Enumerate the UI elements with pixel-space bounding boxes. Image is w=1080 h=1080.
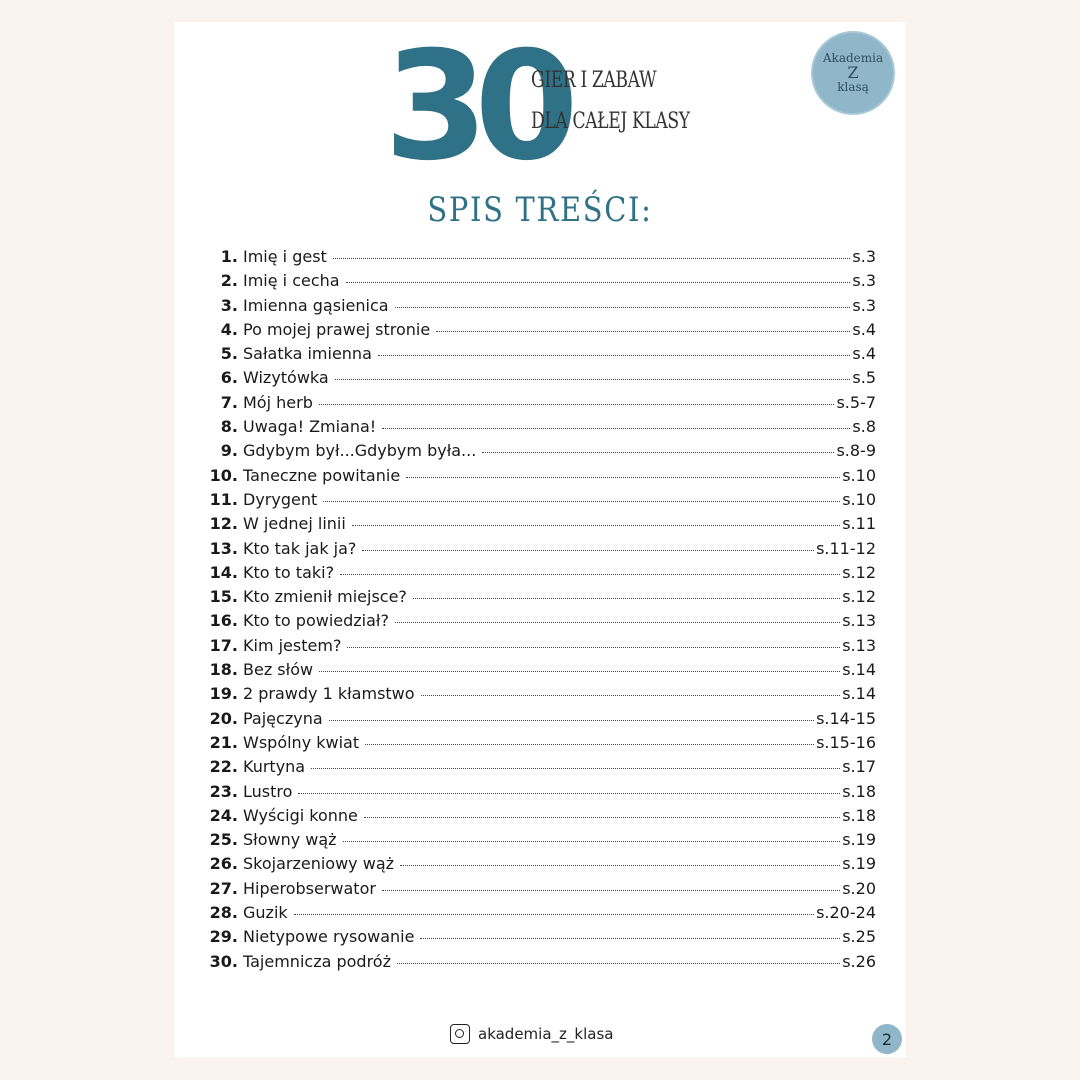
toc-row[interactable]: [204, 854, 876, 878]
toc-entry-title: Kto to taki?: [243, 562, 335, 582]
toc-page-ref: s.14-15: [816, 708, 876, 728]
toc-row[interactable]: [204, 344, 876, 368]
toc-page-ref: s.4: [852, 319, 876, 339]
toc-entry-title: Pajęczyna: [243, 708, 323, 728]
toc-number: 11.: [209, 489, 238, 509]
toc-leader-dots: [311, 768, 840, 769]
toc-number: 2.: [220, 271, 238, 291]
toc-row[interactable]: [204, 757, 876, 781]
toc-page-ref: s.11-12: [816, 538, 876, 558]
toc-leader-dots: [400, 865, 840, 866]
akademia-logo: [811, 31, 895, 115]
toc-leader-dots: [340, 574, 840, 575]
toc-leader-dots: [395, 307, 851, 308]
toc-page-ref: s.14: [842, 684, 876, 704]
toc-row[interactable]: [204, 247, 876, 271]
toc-entry-title: Imienna gąsienica: [243, 295, 389, 315]
toc-number: 19.: [209, 684, 238, 704]
toc-row[interactable]: [204, 879, 876, 903]
toc-leader-dots: [333, 258, 851, 259]
toc-row[interactable]: [204, 514, 876, 538]
toc-number: 3.: [220, 295, 238, 315]
toc-entry-title: Imię i cecha: [243, 271, 340, 291]
toc-leader-dots: [362, 550, 814, 551]
toc-leader-dots: [329, 720, 814, 721]
toc-entry-title: Dyrygent: [243, 489, 318, 509]
toc-page-ref: s.10: [842, 489, 876, 509]
document-page: [174, 22, 906, 1057]
toc-page-ref: s.14: [842, 660, 876, 680]
logo-line-3: klasą: [837, 80, 869, 94]
toc-page-ref: s.11: [842, 514, 876, 534]
toc-row[interactable]: [204, 636, 876, 660]
subtitle: [531, 60, 690, 142]
toc-page-ref: s.18: [842, 781, 876, 801]
toc-leader-dots: [323, 501, 840, 502]
toc-page-ref: s.12: [842, 587, 876, 607]
toc-row[interactable]: [204, 393, 876, 417]
toc-leader-dots: [319, 671, 840, 672]
toc-entry-title: Guzik: [243, 903, 288, 923]
toc-page-ref: s.3: [852, 295, 876, 315]
page-number-badge: 2: [872, 1024, 902, 1054]
toc-leader-dots: [335, 379, 851, 380]
toc-leader-dots: [365, 744, 814, 745]
toc-page-ref: s.8: [852, 417, 876, 437]
toc-row[interactable]: [204, 952, 876, 976]
toc-row[interactable]: [204, 660, 876, 684]
toc-row[interactable]: [204, 320, 876, 344]
toc-entry-title: Kto tak jak ja?: [243, 538, 357, 558]
toc-page-ref: s.8-9: [836, 441, 876, 461]
toc-row[interactable]: [204, 368, 876, 392]
toc-number: 15.: [209, 587, 238, 607]
toc-entry-title: Wizytówka: [243, 368, 329, 388]
toc-number: 14.: [209, 562, 238, 582]
subtitle-line-2: DLA CAŁEJ KLASY: [531, 109, 690, 134]
toc-number: 12.: [209, 514, 238, 534]
toc-page-ref: s.12: [842, 562, 876, 582]
toc-row[interactable]: [204, 733, 876, 757]
toc-leader-dots: [319, 404, 835, 405]
toc-row[interactable]: [204, 903, 876, 927]
toc-entry-title: Kto zmienił miejsce?: [243, 587, 407, 607]
logo-line-2: Z: [847, 63, 859, 82]
toc-row[interactable]: [204, 441, 876, 465]
toc-number: 24.: [209, 805, 238, 825]
instagram-handle[interactable]: akademia_z_klasa: [478, 1025, 614, 1043]
toc-page-ref: s.5-7: [836, 392, 876, 412]
toc-row[interactable]: [204, 563, 876, 587]
toc-leader-dots: [413, 598, 840, 599]
toc-page-ref: s.26: [842, 951, 876, 971]
toc-page-ref: s.13: [842, 635, 876, 655]
toc-leader-dots: [378, 355, 851, 356]
footer: [450, 1024, 613, 1044]
toc-row[interactable]: [204, 782, 876, 806]
toc-leader-dots: [420, 938, 840, 939]
toc-row[interactable]: [204, 466, 876, 490]
logo-line-1: Akademia: [822, 51, 884, 65]
toc-number: 6.: [220, 368, 238, 388]
toc-entry-title: Skojarzeniowy wąż: [243, 854, 395, 874]
toc-leader-dots: [347, 647, 840, 648]
toc-leader-dots: [352, 525, 840, 526]
table-of-contents: [204, 247, 876, 976]
toc-leader-dots: [482, 452, 834, 453]
toc-page-ref: s.19: [842, 830, 876, 850]
toc-number: 26.: [209, 854, 238, 874]
toc-number: 23.: [209, 781, 238, 801]
toc-entry-title: 2 prawdy 1 kłamstwo: [243, 684, 415, 704]
toc-row[interactable]: [204, 296, 876, 320]
toc-leader-dots: [421, 695, 841, 696]
toc-number: 29.: [209, 927, 238, 947]
toc-row[interactable]: [204, 611, 876, 635]
toc-row[interactable]: [204, 684, 876, 708]
toc-number: 5.: [220, 344, 238, 364]
toc-page-ref: s.15-16: [816, 732, 876, 752]
toc-entry-title: Kim jestem?: [243, 635, 342, 655]
toc-leader-dots: [397, 963, 840, 964]
toc-row[interactable]: [204, 417, 876, 441]
toc-entry-title: Bez słów: [243, 660, 314, 680]
toc-row[interactable]: [204, 927, 876, 951]
toc-number: 18.: [209, 660, 238, 680]
toc-entry-title: Wspólny kwiat: [243, 732, 360, 752]
toc-page-ref: s.17: [842, 757, 876, 777]
toc-number: 4.: [220, 319, 238, 339]
toc-page-ref: s.18: [842, 805, 876, 825]
toc-number: 7.: [220, 392, 238, 412]
toc-number: 27.: [209, 878, 238, 898]
toc-entry-title: W jednej linii: [243, 514, 346, 534]
toc-entry-title: Tajemnicza podróż: [243, 951, 391, 971]
subtitle-line-1: GIER I ZABAW: [531, 68, 657, 93]
toc-leader-dots: [406, 477, 840, 478]
toc-leader-dots: [298, 793, 840, 794]
toc-entry-title: Lustro: [243, 781, 293, 801]
toc-entry-title: Imię i gest: [243, 247, 327, 266]
toc-number: 22.: [209, 757, 238, 777]
toc-entry-title: Hiperobserwator: [243, 878, 376, 898]
toc-entry-title: Mój herb: [243, 392, 313, 412]
instagram-icon: [450, 1024, 470, 1044]
toc-leader-dots: [346, 282, 851, 283]
toc-number: 16.: [209, 611, 238, 631]
toc-page-ref: s.3: [852, 247, 876, 266]
toc-row[interactable]: [204, 709, 876, 733]
toc-page-ref: s.20: [842, 878, 876, 898]
toc-page-ref: s.20-24: [816, 903, 876, 923]
toc-leader-dots: [436, 331, 850, 332]
toc-number: 13.: [209, 538, 238, 558]
toc-entry-title: Po mojej prawej stronie: [243, 319, 431, 339]
toc-number: 8.: [220, 417, 238, 437]
toc-leader-dots: [382, 890, 840, 891]
toc-page-ref: s.5: [852, 368, 876, 388]
toc-page-ref: s.3: [852, 271, 876, 291]
toc-leader-dots: [395, 622, 840, 623]
toc-entry-title: Wyścigi konne: [243, 805, 358, 825]
toc-number: 21.: [209, 732, 238, 752]
toc-entry-title: Uwaga! Zmiana!: [243, 417, 377, 437]
toc-number: 10.: [209, 465, 238, 485]
toc-page-ref: s.25: [842, 927, 876, 947]
toc-page-ref: s.10: [842, 465, 876, 485]
toc-entry-title: Słowny wąż: [243, 830, 337, 850]
toc-number: 1.: [220, 247, 238, 266]
toc-entry-title: Nietypowe rysowanie: [243, 927, 415, 947]
toc-number: 17.: [209, 635, 238, 655]
toc-page-ref: s.19: [842, 854, 876, 874]
toc-leader-dots: [382, 428, 850, 429]
toc-entry-title: Kto to powiedział?: [243, 611, 389, 631]
toc-leader-dots: [294, 914, 814, 915]
toc-row[interactable]: [204, 539, 876, 563]
toc-title: SPIS TREŚCI:: [427, 190, 653, 230]
toc-number: 28.: [209, 903, 238, 923]
toc-page-ref: s.13: [842, 611, 876, 631]
toc-row[interactable]: [204, 490, 876, 514]
toc-entry-title: Kurtyna: [243, 757, 306, 777]
toc-row[interactable]: [204, 806, 876, 830]
toc-leader-dots: [364, 817, 840, 818]
toc-entry-title: Sałatka imienna: [243, 344, 372, 364]
toc-row[interactable]: [204, 830, 876, 854]
toc-row[interactable]: [204, 587, 876, 611]
toc-leader-dots: [343, 841, 841, 842]
toc-entry-title: Taneczne powitanie: [243, 465, 401, 485]
toc-number: 30.: [209, 951, 238, 971]
hero-number: 30: [384, 20, 565, 194]
toc-entry-title: Gdybym był...Gdybym była...: [243, 441, 477, 461]
toc-number: 9.: [220, 441, 238, 461]
toc-number: 20.: [209, 708, 238, 728]
toc-number: 25.: [209, 830, 238, 850]
toc-page-ref: s.4: [852, 344, 876, 364]
toc-row[interactable]: [204, 271, 876, 295]
